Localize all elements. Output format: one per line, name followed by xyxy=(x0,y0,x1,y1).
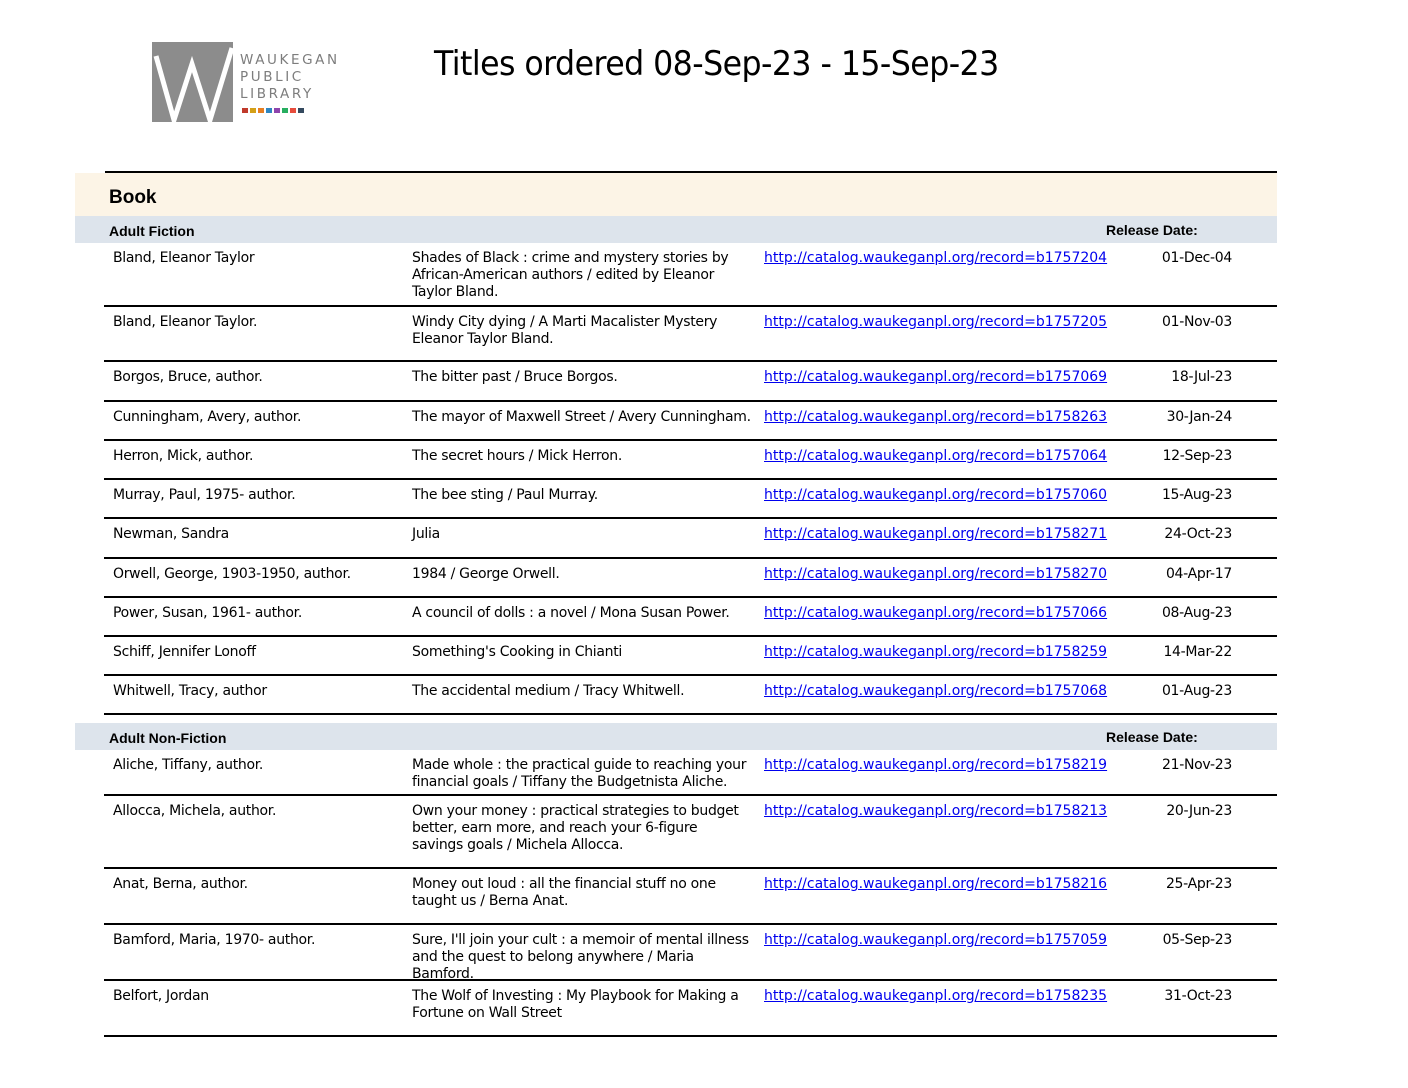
group-name: Adult Non-Fiction xyxy=(109,730,227,746)
release-date-cell: 18-Jul-23 xyxy=(1171,369,1232,385)
author-cell: Newman, Sandra xyxy=(113,526,229,542)
author-cell: Belfort, Jordan xyxy=(113,988,209,1004)
release-date-cell: 12-Sep-23 xyxy=(1162,448,1232,464)
table-row xyxy=(104,307,1277,362)
release-date-cell: 08-Aug-23 xyxy=(1161,605,1232,621)
catalog-link[interactable]: http://catalog.waukeganpl.org/record=b1757064 xyxy=(764,448,1108,464)
catalog-link[interactable]: http://catalog.waukeganpl.org/record=b1757068 xyxy=(764,683,1108,699)
catalog-link[interactable]: http://catalog.waukeganpl.org/record=b1758259 xyxy=(764,644,1108,660)
table-row xyxy=(104,925,1277,981)
title-cell: The accidental medium / Tracy Whitwell. xyxy=(412,683,685,699)
release-date-cell: 25-Apr-23 xyxy=(1165,876,1232,892)
logo-dot xyxy=(298,108,304,113)
title-cell: 1984 / George Orwell. xyxy=(412,566,560,582)
release-date-cell: 30-Jan-24 xyxy=(1166,409,1232,425)
author-cell: Herron, Mick, author. xyxy=(113,448,254,464)
release-date-cell: 05-Sep-23 xyxy=(1162,932,1232,948)
logo-dot xyxy=(274,108,280,113)
logo-dot xyxy=(250,108,256,113)
author-cell: Power, Susan, 1961- author. xyxy=(113,605,302,621)
table-row xyxy=(104,243,1277,307)
table-row xyxy=(104,598,1277,637)
title-cell: Windy City dying / A Marti Macalister Mystery Eleanor Taylor Bland. xyxy=(412,314,718,347)
title-cell: Own your money : practical strategies to budget better, earn more, and reach your 6-figure savings goals / Michela Allocca. xyxy=(412,803,739,853)
title-cell: The Wolf of Investing : My Playbook for Making a Fortune on Wall Street xyxy=(412,988,739,1021)
author-cell: Orwell, George, 1903-1950, author. xyxy=(113,566,351,582)
page-title: Titles ordered 08-Sep-23 - 15-Sep-23 xyxy=(434,44,999,84)
table-row xyxy=(104,637,1277,676)
catalog-link[interactable]: http://catalog.waukeganpl.org/record=b1758219 xyxy=(764,757,1108,773)
section-label: Book xyxy=(109,187,157,208)
author-cell: Murray, Paul, 1975- author. xyxy=(113,487,296,503)
release-date-cell: 04-Apr-17 xyxy=(1165,566,1232,582)
author-cell: Aliche, Tiffany, author. xyxy=(113,757,264,773)
title-cell: The bitter past / Bruce Borgos. xyxy=(412,369,618,385)
catalog-link[interactable]: http://catalog.waukeganpl.org/record=b1757204 xyxy=(764,250,1108,266)
table-row xyxy=(104,441,1277,480)
author-cell: Borgos, Bruce, author. xyxy=(113,369,263,385)
author-cell: Schiff, Jennifer Lonoff xyxy=(113,644,256,660)
release-date-cell: 14-Mar-22 xyxy=(1163,644,1232,660)
table-row xyxy=(104,402,1277,441)
catalog-link[interactable]: http://catalog.waukeganpl.org/record=b1758263 xyxy=(764,409,1108,425)
title-cell: The secret hours / Mick Herron. xyxy=(412,448,622,464)
logo-dot xyxy=(266,108,272,113)
author-cell: Allocca, Michela, author. xyxy=(113,803,277,819)
logo-text: WAUKEGAN PUBLIC LIBRARY xyxy=(240,52,340,102)
library-logo xyxy=(152,42,362,124)
title-cell: The mayor of Maxwell Street / Avery Cunningham. xyxy=(412,409,751,425)
table-row xyxy=(104,480,1277,519)
group-name: Adult Fiction xyxy=(109,223,195,239)
catalog-link[interactable]: http://catalog.waukeganpl.org/record=b1758235 xyxy=(764,988,1108,1004)
catalog-link[interactable]: http://catalog.waukeganpl.org/record=b1758216 xyxy=(764,876,1108,892)
table-row xyxy=(104,869,1277,925)
table-row xyxy=(104,981,1277,1037)
catalog-link[interactable]: http://catalog.waukeganpl.org/record=b1758213 xyxy=(764,803,1108,819)
catalog-link[interactable]: http://catalog.waukeganpl.org/record=b1757069 xyxy=(764,369,1108,385)
w-logo-icon xyxy=(152,42,233,122)
logo-dot xyxy=(242,108,248,113)
release-date-cell: 20-Jun-23 xyxy=(1166,803,1232,819)
title-cell: Julia xyxy=(412,526,440,542)
title-cell: Money out loud : all the financial stuff no one taught us / Berna Anat. xyxy=(412,876,716,909)
catalog-link[interactable]: http://catalog.waukeganpl.org/record=b1757066 xyxy=(764,605,1108,621)
author-cell: Bland, Eleanor Taylor. xyxy=(113,314,258,330)
author-cell: Whitwell, Tracy, author xyxy=(113,683,267,699)
logo-dot xyxy=(290,108,296,113)
title-cell: The bee sting / Paul Murray. xyxy=(412,487,598,503)
report-table xyxy=(75,171,1277,1037)
title-cell: Sure, I'll join your cult : a memoir of mental illness and the quest to belong anywhere / Maria Bamford. xyxy=(412,932,749,982)
catalog-link[interactable]: http://catalog.waukeganpl.org/record=b1758270 xyxy=(764,566,1108,582)
logo-dot xyxy=(258,108,264,113)
release-date-cell: 01-Aug-23 xyxy=(1161,683,1232,699)
release-date-header: Release Date: xyxy=(1106,729,1198,745)
table-row xyxy=(104,676,1277,715)
logo-color-dots xyxy=(242,108,304,113)
catalog-link[interactable]: http://catalog.waukeganpl.org/record=b1757205 xyxy=(764,314,1108,330)
release-date-cell: 21-Nov-23 xyxy=(1162,757,1232,773)
group-header xyxy=(75,216,1277,243)
author-cell: Bland, Eleanor Taylor xyxy=(113,250,255,266)
author-cell: Cunningham, Avery, author. xyxy=(113,409,302,425)
catalog-link[interactable]: http://catalog.waukeganpl.org/record=b1757060 xyxy=(764,487,1108,503)
author-cell: Anat, Berna, author. xyxy=(113,876,248,892)
table-row xyxy=(104,796,1277,869)
release-date-cell: 24-Oct-23 xyxy=(1164,526,1232,542)
release-date-header: Release Date: xyxy=(1106,222,1198,238)
section-header xyxy=(75,171,1277,216)
table-row xyxy=(104,362,1277,402)
release-date-cell: 15-Aug-23 xyxy=(1161,487,1232,503)
logo-dot xyxy=(282,108,288,113)
group-header xyxy=(75,723,1277,750)
release-date-cell: 01-Nov-03 xyxy=(1162,314,1232,330)
table-row xyxy=(104,559,1277,598)
catalog-link[interactable]: http://catalog.waukeganpl.org/record=b1757059 xyxy=(764,932,1108,948)
release-date-cell: 01-Dec-04 xyxy=(1161,250,1232,266)
title-cell: Made whole : the practical guide to reaching your financial goals / Tiffany the Budgetnista Aliche. xyxy=(412,757,747,790)
catalog-link[interactable]: http://catalog.waukeganpl.org/record=b1758271 xyxy=(764,526,1108,542)
release-date-cell: 31-Oct-23 xyxy=(1164,988,1232,1004)
title-cell: A council of dolls : a novel / Mona Susan Power. xyxy=(412,605,730,621)
table-row xyxy=(104,750,1277,796)
table-row xyxy=(104,519,1277,559)
title-cell: Something's Cooking in Chianti xyxy=(412,644,623,660)
author-cell: Bamford, Maria, 1970- author. xyxy=(113,932,316,948)
title-cell: Shades of Black : crime and mystery stories by African-American authors / edited by Eleanor Taylor Bland. xyxy=(412,250,729,300)
